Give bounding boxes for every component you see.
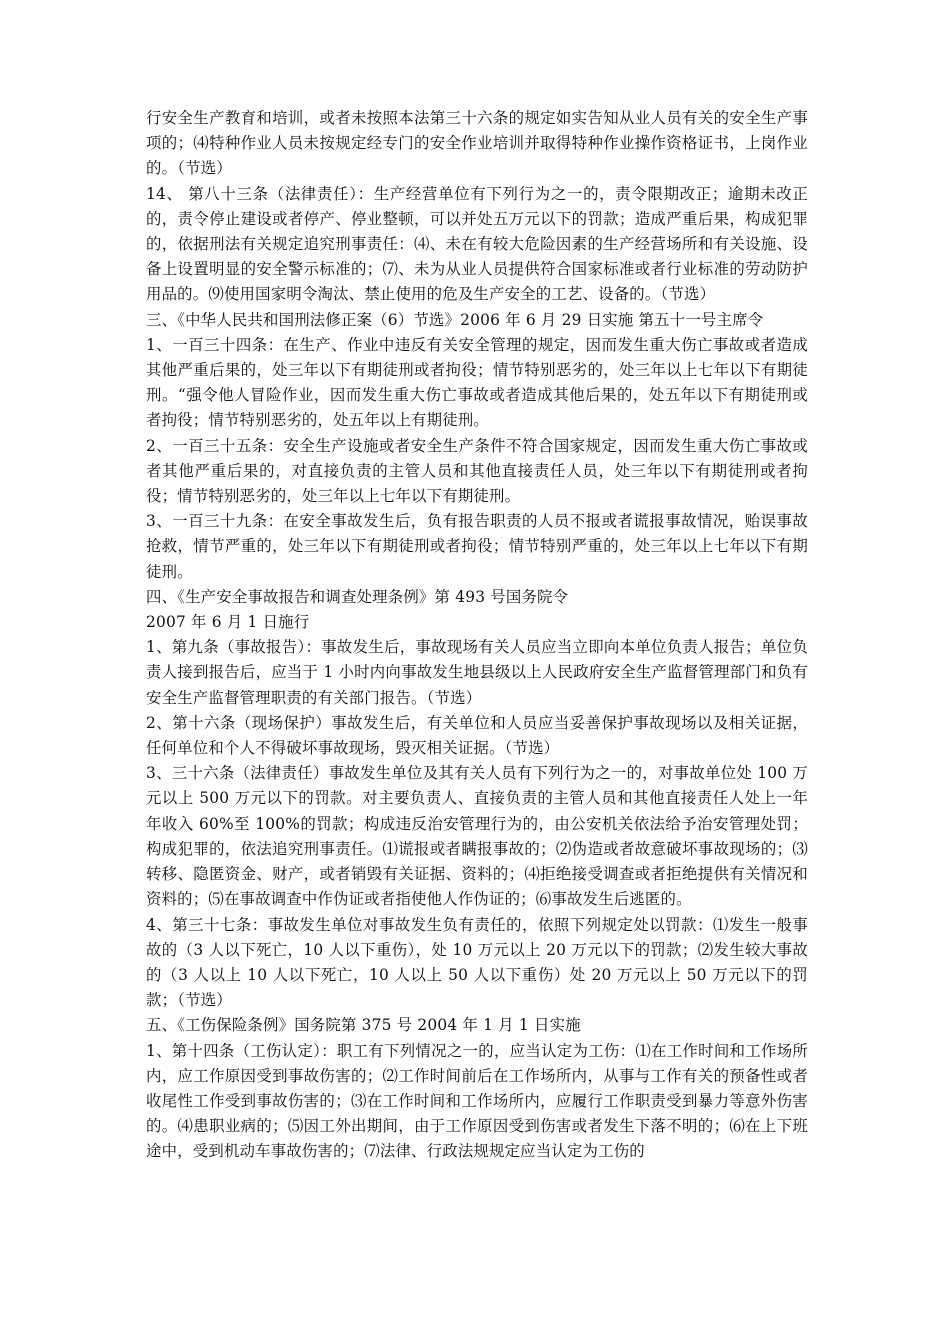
paragraph: 1、第九条（事故报告）：事故发生后，事故现场有关人员应当立即向本单位负责人报告；单位负责人接到报告后，应当于 1 小时内向事故发生地县级以上人民政府安全生产监督管理部门和负有安全生产监督管理职责的有关部门报告。（节选） <box>146 638 808 707</box>
paragraph: 行安全生产教育和培训，或者未按照本法第三十六条的规定如实告知从业人员有关的安全生产事项的；⑷特种作业人员未按规定经专门的安全作业培训并取得特种作业操作资格证书，上岗作业的。（节选） <box>146 109 808 178</box>
paragraph: 1、一百三十四条：在生产、作业中违反有关安全管理的规定，因而发生重大伤亡事故或者造成其他严重后果的，处三年以下有期徒刑或者拘役；情节特别恶劣的，处三年以上七年以下有期徒刑。“强令他人冒险作业，因而发生重大伤亡事故或者造成其他后果的，处五年以下有期徒刑或者拘役；情节特别恶劣的，处五年以上有期徒刑。 <box>146 335 808 430</box>
section-heading: 五、《工伤保险条例》国务院第 375 号 2004 年 1 月 1 日实施 <box>146 1016 581 1035</box>
section-date: 2007 年 6 月 1 日施行 <box>146 613 310 632</box>
paragraph: 14、 第八十三条（法律责任）：生产经营单位有下列行为之一的，责令限期改正；逾期未改正的，责令停止建设或者停产、停业整顿，可以并处五万元以下的罚款；造成严重后果，构成犯罪的，依据刑法有关规定追究刑事责任：⑷、未在有较大危险因素的生产经营场所和有关设施、设备上设置明显的安全警示标准的；⑺、未为从业人员提供符合国家标准或者行业标准的劳动防护用品的。⑼使用国家明令淘汰、禁止使用的危及生产安全的工艺、设备的。（节选） <box>146 184 808 304</box>
paragraph: 2、一百三十五条：安全生产设施或者安全生产条件不符合国家规定，因而发生重大伤亡事故或者其他严重后果的，对直接负责的主管人员和其他直接责任人员，处三年以下有期徒刑或者拘役；情节特别恶劣的，处三年以上七年以下有期徒刑。 <box>146 436 808 506</box>
section-heading: 四、《生产安全事故报告和调查处理条例》第 493 号国务院令 <box>146 587 569 606</box>
paragraph: 1、第十四条（工伤认定）：职工有下列情况之一的，应当认定为工伤：⑴在工作时间和工作场所内，应工作原因受到事故伤害的；⑵工作时间前后在工作场所内，从事与工作有关的预备性或者收尾性工作受到事故伤害的；⑶在工作时间和工作场所内，应履行工作职责受到暴力等意外伤害的。⑷患职业病的；⑸因工外出期间，由于工作原因受到伤害或者发生下落不明的；⑹在上下班途中，受到机动车事故伤害的；⑺法律、行政法规规定应当认定为工伤的 <box>146 1041 808 1161</box>
paragraph: 3、一百三十九条：在安全事故发生后，负有报告职责的人员不报或者谎报事故情况，贻误事故抢救，情节严重的，处三年以下有期徒刑或者拘役；情节特别严重的，处三年以上七年以下有期徒刑。 <box>146 512 808 581</box>
paragraph: 3、三十六条（法律责任）事故发生单位及其有关人员有下列行为之一的，对事故单位处 100 万元以上 500 万元以下的罚款。对主要负责人、直接负责的主管人员和其他直接责任人处上一年年收入 60%至 100%的罚款；构成违反治安管理行为的，由公安机关依法给予治安管理处罚；构成犯罪的，依法追究刑事责任。⑴谎报或者瞒报事故的；⑵伪造或者故意破坏事故现场的；⑶转移、隐匿资金、财产，或者销毁有关证据、资料的；⑷拒绝接受调查或者拒绝提供有关情况和资料的；⑸在事故调查中作伪证或者指使他人作伪证的；⑹事故发生后逃匿的。 <box>146 764 808 909</box>
paragraph: 2、第十六条（现场保护）事故发生后，有关单位和人员应当妥善保护事故现场以及相关证据，任何单位和个人不得破坏事故现场，毁灭相关证据。（节选） <box>146 713 808 758</box>
section-heading: 三、《中华人民共和国刑法修正案（6）节选》2006 年 6 月 29 日实施 第五十一号主席令 <box>146 310 764 329</box>
paragraph: 4、第三十七条：事故发生单位对事故发生负有责任的，依照下列规定处以罚款：⑴发生一般事故的（3 人以下死亡，10 人以下重伤），处 10 万元以上 20 万元以下的罚款；⑵发生较大事故的（3 人以上 10 人以下死亡，10 人以上 50 人以下重伤）处 20 万元以上 50 万元以下的罚款；（节选） <box>146 915 808 1010</box>
